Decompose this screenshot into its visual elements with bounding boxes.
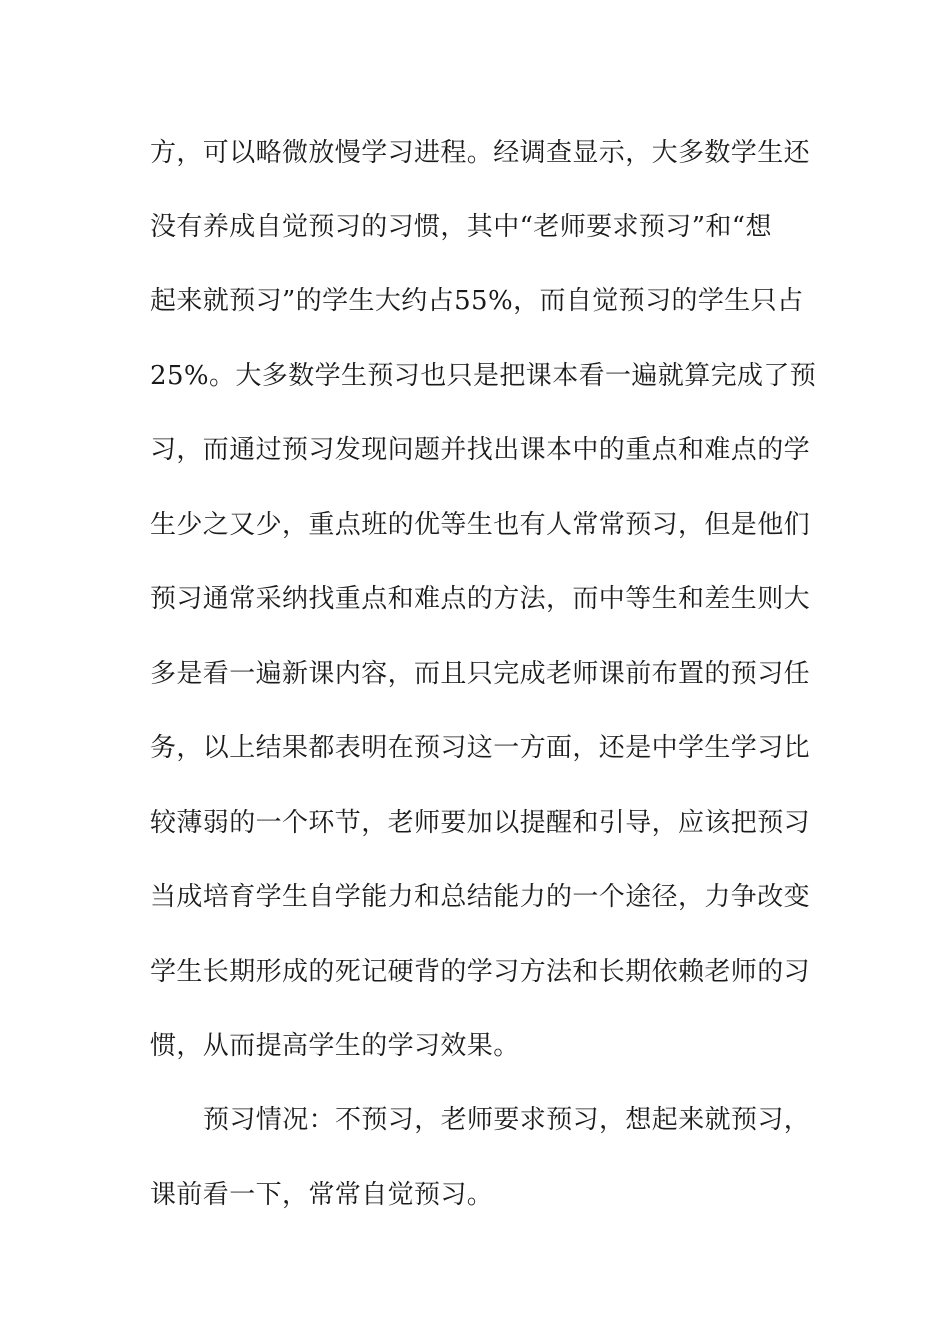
paragraph-line: 预习通常采纳找重点和难点的方法，而中等生和差生则大 <box>150 584 811 614</box>
paragraph-line: 25%。大多数学生预习也只是把课本看一遍就算完成了预 <box>150 361 817 391</box>
paragraph-line: 习，而通过预习发现问题并找出课本中的重点和难点的学 <box>150 435 811 465</box>
paragraph-line: 较薄弱的一个环节，老师要加以提醒和引导，应该把预习 <box>150 808 811 838</box>
paragraph-line: 学生长期形成的死记硬背的学习方法和长期依赖老师的习 <box>150 957 811 987</box>
paragraph-line: 惯，从而提高学生的学习效果。 <box>150 1031 520 1061</box>
paragraph-line: 当成培育学生自学能力和总结能力的一个途径，力争改变 <box>150 882 811 912</box>
paragraph-line: 多是看一遍新课内容，而且只完成老师课前布置的预习任 <box>150 659 811 689</box>
paragraph-line: 起来就预习”的学生大约占55%，而自觉预习的学生只占 <box>150 286 804 316</box>
paragraph-line: 预习情况：不预习，老师要求预习，想起来就预习， <box>203 1105 811 1135</box>
paragraph-line: 课前看一下，常常自觉预习。 <box>150 1180 494 1210</box>
paragraph-line: 没有养成自觉预习的习惯，其中“老师要求预习”和“想 <box>150 212 772 242</box>
paragraph-line: 方，可以略微放慢学习进程。经调查显示，大多数学生还 <box>150 138 811 168</box>
paragraph-line: 生少之又少，重点班的优等生也有人常常预习，但是他们 <box>150 510 811 540</box>
paragraph-line: 务，以上结果都表明在预习这一方面，还是中学生学习比 <box>150 733 811 763</box>
